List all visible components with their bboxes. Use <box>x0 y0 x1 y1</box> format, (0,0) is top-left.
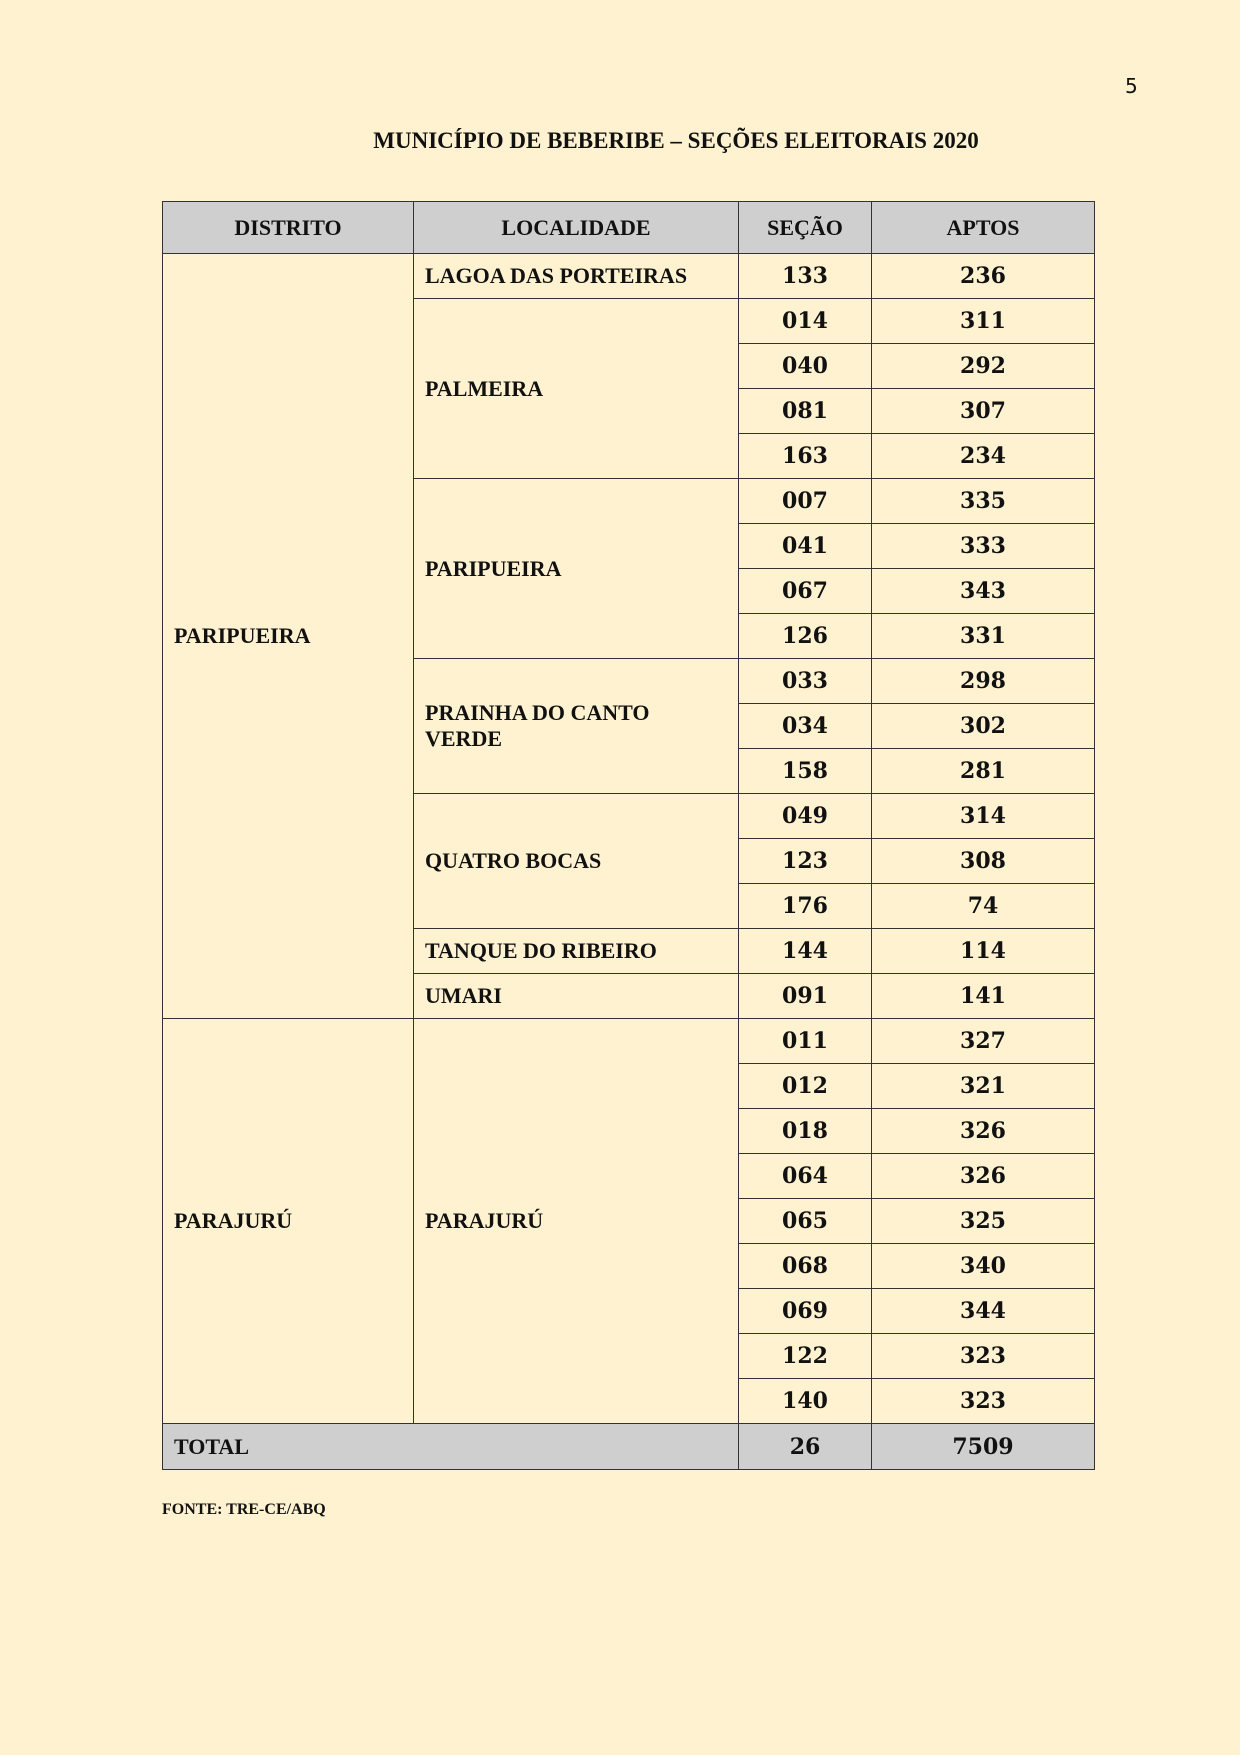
secao-cell: 133 <box>739 254 872 299</box>
aptos-cell: 331 <box>872 614 1095 659</box>
aptos-cell: 307 <box>872 389 1095 434</box>
secao-cell: 049 <box>739 794 872 839</box>
table-row <box>163 1019 1095 1064</box>
distrito-cell: PARAJURÚ <box>163 1019 414 1424</box>
secao-cell: 064 <box>739 1154 872 1199</box>
page-number: 5 <box>1125 74 1138 98</box>
secao-cell: 014 <box>739 299 872 344</box>
aptos-cell: 327 <box>872 1019 1095 1064</box>
aptos-cell: 333 <box>872 524 1095 569</box>
localidade-cell: PALMEIRA <box>414 299 739 479</box>
aptos-cell: 236 <box>872 254 1095 299</box>
aptos-cell: 311 <box>872 299 1095 344</box>
aptos-cell: 323 <box>872 1379 1095 1424</box>
aptos-cell: 234 <box>872 434 1095 479</box>
localidade-cell: PARAJURÚ <box>414 1019 739 1424</box>
aptos-cell: 340 <box>872 1244 1095 1289</box>
aptos-cell: 314 <box>872 794 1095 839</box>
aptos-cell: 344 <box>872 1289 1095 1334</box>
aptos-cell: 321 <box>872 1064 1095 1109</box>
column-header-secao: SEÇÃO <box>739 202 872 254</box>
secao-cell: 068 <box>739 1244 872 1289</box>
secao-cell: 069 <box>739 1289 872 1334</box>
aptos-cell: 325 <box>872 1199 1095 1244</box>
secao-cell: 018 <box>739 1109 872 1154</box>
page-title: MUNICÍPIO DE BEBERIBE – SEÇÕES ELEITORAIS 2020 <box>373 128 979 153</box>
secao-cell: 065 <box>739 1199 872 1244</box>
secao-cell: 144 <box>739 929 872 974</box>
secao-cell: 163 <box>739 434 872 479</box>
column-header-localidade: LOCALIDADE <box>414 202 739 254</box>
localidade-cell: QUATRO BOCAS <box>414 794 739 929</box>
aptos-cell: 343 <box>872 569 1095 614</box>
localidade-cell: PRAINHA DO CANTO VERDE <box>414 659 739 794</box>
electoral-sections-table <box>162 201 1095 1470</box>
secao-cell: 122 <box>739 1334 872 1379</box>
aptos-cell: 74 <box>872 884 1095 929</box>
total-aptos: 7509 <box>872 1424 1095 1470</box>
aptos-cell: 114 <box>872 929 1095 974</box>
aptos-cell: 326 <box>872 1109 1095 1154</box>
secao-cell: 140 <box>739 1379 872 1424</box>
aptos-cell: 298 <box>872 659 1095 704</box>
table-header-row <box>163 202 1095 254</box>
secao-cell: 123 <box>739 839 872 884</box>
secao-cell: 007 <box>739 479 872 524</box>
total-label: TOTAL <box>163 1424 739 1470</box>
secao-cell: 158 <box>739 749 872 794</box>
secao-cell: 012 <box>739 1064 872 1109</box>
aptos-cell: 302 <box>872 704 1095 749</box>
source-note: FONTE: TRE-CE/ABQ <box>162 1501 326 1518</box>
localidade-cell: LAGOA DAS PORTEIRAS <box>414 254 739 299</box>
secao-cell: 011 <box>739 1019 872 1064</box>
secao-cell: 041 <box>739 524 872 569</box>
distrito-cell: PARIPUEIRA <box>163 254 414 1019</box>
aptos-cell: 141 <box>872 974 1095 1019</box>
total-row <box>163 1424 1095 1470</box>
localidade-cell: TANQUE DO RIBEIRO <box>414 929 739 974</box>
aptos-cell: 281 <box>872 749 1095 794</box>
secao-cell: 034 <box>739 704 872 749</box>
secao-cell: 067 <box>739 569 872 614</box>
aptos-cell: 326 <box>872 1154 1095 1199</box>
secao-cell: 040 <box>739 344 872 389</box>
column-header-distrito: DISTRITO <box>163 202 414 254</box>
secao-cell: 126 <box>739 614 872 659</box>
aptos-cell: 292 <box>872 344 1095 389</box>
secao-cell: 033 <box>739 659 872 704</box>
table-row <box>163 254 1095 299</box>
aptos-cell: 335 <box>872 479 1095 524</box>
secao-cell: 091 <box>739 974 872 1019</box>
aptos-cell: 308 <box>872 839 1095 884</box>
localidade-cell: UMARI <box>414 974 739 1019</box>
secao-cell: 081 <box>739 389 872 434</box>
aptos-cell: 323 <box>872 1334 1095 1379</box>
table-body <box>163 254 1095 1424</box>
total-secao: 26 <box>739 1424 872 1470</box>
localidade-cell: PARIPUEIRA <box>414 479 739 659</box>
column-header-aptos: APTOS <box>872 202 1095 254</box>
secao-cell: 176 <box>739 884 872 929</box>
